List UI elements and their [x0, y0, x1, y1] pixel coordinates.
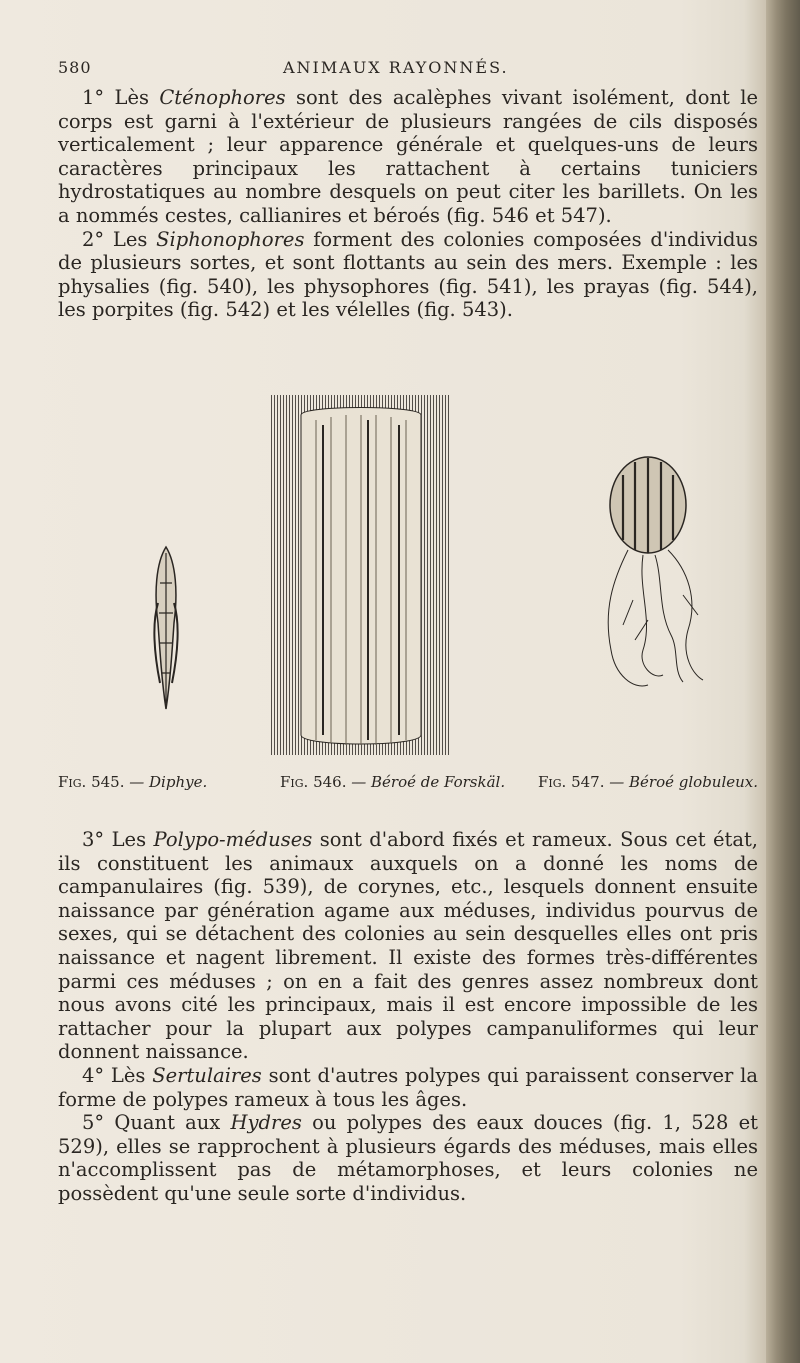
term: Siphonophores — [156, 227, 305, 251]
term: Cténophores — [159, 86, 286, 109]
page-header — [58, 58, 738, 80]
text-block-top — [58, 86, 758, 322]
caption-fig-547: Fig. 547. — Béroé globuleux. — [538, 773, 759, 791]
paragraph-ctenophores: 1° Lès Cténophores sont des acalèphes vivant isolément, dont le corps est garni à l'extérieur de plusieurs rangées de cils disposés verticalement ; leur apparence générale et quelques-uns de leurs caractères principaux les rattachent à certains tuniciers hydrostatiques au nombre desquels on peut citer les barillets. On les a nommés cestes, callianires et béroés (fig. 546 et 547). — [58, 86, 758, 227]
page-number: 580 — [58, 58, 92, 77]
paragraph-hydres: 5° Quant aux Hydres ou polypes des eaux douces (fig. 1, 528 et 529), elles se rapprochent à plusieurs égards des méduses, mais elles n'accomplissent pas de métamorphoses, et leurs colonies ne possèdent qu'une seule sorte d'individus. — [58, 1111, 759, 1205]
caption-fig-546: Fig. 546. — Béroé de Forskäl. — [280, 773, 506, 791]
beroe-globuleux-illustration — [593, 450, 728, 700]
term: Polypo-méduses — [153, 828, 313, 851]
text-block-bottom — [58, 828, 758, 1206]
diphye-illustration — [146, 543, 186, 713]
beroe-forskal-illustration — [271, 395, 451, 755]
paragraph-sertulaires: 4° Lès Sertulaires sont d'autres polypes qui paraissent conserver la forme de polypes rameux à tous les âges. — [58, 1063, 758, 1111]
book-binding-edge — [766, 0, 800, 1363]
caption-fig-545: Fig. 545. — Diphye. — [58, 773, 208, 791]
paragraph-siphonophores: 2° Les Siphonophores forment des colonies composées d'individus de plusieurs sortes, et sont flottants au sein des mers. Exemple : les physalies (fig. 540), les physophores (fig. 541), les prayas (fig. 544), les porpites (fig. 542) et les vélelles (fig. 543). — [58, 227, 758, 322]
paragraph-polypo-meduses: 3° Les Polypo-méduses sont d'abord fixés et rameux. Sous cet état, ils constituent les animaux auxquels on a donné les noms de campanulaires (fig. 539), de corynes, etc., lesquels donnent ensuite naissance par génération agame aux méduses, individus pourvus de sexes, qui se détachent des colonies au sein desquelles elles ont pris naissance et nagent librement. Il existe des formes très-différentes parmi ces méduses ; on en a fait des genres assez nombreux dont nous avons cité les principaux, mais il est encore impossible de les rattacher pour la plupart aux polypes campanuliformes qui leur donnent naissance. — [58, 828, 758, 1064]
running-title: ANIMAUX RAYONNÉS. — [283, 58, 509, 77]
term: Hydres — [230, 1111, 302, 1135]
figure-area — [58, 395, 758, 805]
term: Sertulaires — [152, 1063, 262, 1087]
